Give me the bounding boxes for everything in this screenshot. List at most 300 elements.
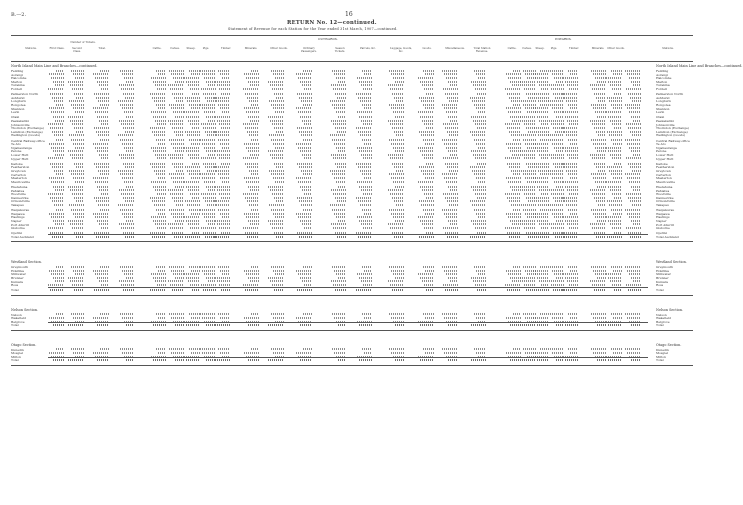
table-cell <box>362 173 372 175</box>
row-station-label: Gisborne <box>656 226 670 231</box>
table-cell <box>219 227 230 229</box>
table-cell <box>395 324 404 326</box>
table-cell <box>564 200 578 202</box>
table-cell <box>533 143 549 145</box>
table-cell <box>564 131 578 133</box>
table-cell <box>550 209 564 211</box>
table-cell <box>271 266 284 268</box>
table-cell <box>168 154 184 156</box>
table-cell <box>248 81 259 83</box>
table-cell <box>513 348 521 350</box>
table-cell <box>270 84 284 86</box>
table-cell <box>536 200 549 202</box>
table-cell <box>473 120 486 122</box>
table-cell <box>93 143 109 145</box>
table-cell <box>336 147 346 149</box>
table-cell <box>124 216 134 218</box>
table-cell <box>219 284 230 286</box>
table-cell <box>388 280 404 282</box>
table-cell <box>275 216 284 218</box>
table-cell <box>392 197 404 199</box>
table-cell <box>422 154 434 156</box>
table-cell <box>334 352 346 354</box>
table-cell <box>169 348 184 350</box>
table-cell <box>361 154 372 156</box>
table-cell <box>268 220 284 222</box>
table-cell <box>522 189 536 191</box>
table-cell <box>173 111 184 113</box>
table-cell <box>540 70 549 72</box>
table-cell <box>73 177 84 179</box>
table-cell <box>269 100 284 102</box>
row-station-label: Upper Hutt <box>11 156 29 161</box>
table-cell <box>389 209 404 211</box>
table-cell <box>268 277 284 279</box>
table-cell <box>249 204 259 206</box>
table-cell <box>512 84 521 86</box>
table-cell <box>528 236 536 238</box>
table-cell <box>243 123 259 125</box>
table-cell <box>592 227 606 229</box>
row-station-label: Opotiki <box>11 231 23 236</box>
table-cell <box>73 107 84 109</box>
table-cell <box>101 123 109 125</box>
table-cell <box>334 143 346 145</box>
table-cell <box>214 131 230 133</box>
table-cell <box>250 120 259 122</box>
table-cell <box>218 266 230 268</box>
table-cell <box>393 111 404 113</box>
table-cell <box>478 77 486 79</box>
table-cell <box>184 111 200 113</box>
table-cell <box>556 81 564 83</box>
table-cell <box>395 150 404 152</box>
table-cell <box>420 81 434 83</box>
table-cell <box>594 197 606 199</box>
row-station-label: Shannon <box>656 106 670 111</box>
table-cell <box>569 284 578 286</box>
table-cell <box>243 284 259 286</box>
table-cell <box>523 70 536 72</box>
row-station-label: Central Railway-office <box>11 138 45 143</box>
row-station-label: Hastings <box>656 215 670 220</box>
table-cell <box>296 317 312 319</box>
table-cell <box>217 223 230 225</box>
table-cell <box>360 204 372 206</box>
row-station-label: Shannon <box>11 106 25 111</box>
row-station-label: Total Auckland <box>656 235 679 239</box>
table-cell <box>75 147 84 149</box>
table-cell <box>155 120 166 122</box>
table-cell <box>54 170 64 172</box>
column-header-pigs: Pigs. <box>550 47 558 50</box>
table-cell <box>539 154 549 156</box>
table-cell <box>611 313 622 315</box>
table-cell <box>421 100 434 102</box>
table-cell <box>249 100 259 102</box>
table-cell <box>540 348 549 350</box>
table-cell <box>363 123 372 125</box>
table-cell <box>445 127 458 129</box>
table-cell <box>200 139 216 141</box>
table-cell <box>71 313 84 315</box>
table-cell <box>534 197 549 199</box>
table-cell <box>189 348 200 350</box>
table-cell <box>509 166 521 168</box>
table-cell <box>444 107 458 109</box>
table-cell <box>122 352 134 354</box>
row-station-label: Ashhurst <box>656 95 670 100</box>
table-cell <box>207 170 216 172</box>
table-cell <box>176 100 184 102</box>
table-cell <box>303 70 312 72</box>
table-cell <box>71 70 84 72</box>
row-station-label: Kumara <box>11 279 23 284</box>
table-cell <box>70 84 84 86</box>
column-header-parcels: Parcels, &c. <box>360 47 376 50</box>
table-cell <box>448 277 458 279</box>
table-cell <box>562 163 578 165</box>
table-cell <box>188 154 200 156</box>
table-cell <box>100 209 109 211</box>
table-cell <box>191 177 200 179</box>
table-cell <box>50 197 64 199</box>
row-station-label: Brunner <box>656 276 669 280</box>
table-cell <box>247 200 259 202</box>
table-cell <box>151 181 166 183</box>
row-station-label: Rongotea <box>11 103 26 107</box>
table-cell <box>123 197 134 199</box>
table-cell <box>512 280 521 282</box>
table-cell <box>190 123 200 125</box>
table-cell <box>189 139 200 141</box>
table-cell <box>303 173 312 175</box>
table-cell <box>359 220 372 222</box>
table-cell <box>99 223 109 225</box>
table-cell <box>607 200 622 202</box>
table-cell <box>534 163 549 165</box>
table-cell <box>74 197 84 199</box>
table-cell <box>53 81 64 83</box>
table-cell <box>48 193 64 195</box>
table-cell <box>219 88 230 90</box>
table-cell <box>565 220 578 222</box>
table-cell <box>564 236 578 238</box>
table-cell <box>362 266 372 268</box>
table-cell <box>121 227 134 229</box>
table-cell <box>94 127 109 129</box>
table-cell <box>391 143 404 145</box>
table-cell <box>570 143 578 145</box>
table-cell <box>121 284 134 286</box>
table-cell <box>548 134 564 136</box>
table-cell <box>541 284 549 286</box>
table-cell <box>555 200 564 202</box>
table-cell <box>389 104 404 106</box>
table-cell <box>51 216 64 218</box>
table-cell <box>566 100 578 102</box>
table-cell <box>570 213 578 215</box>
table-cell <box>222 111 230 113</box>
table-cell <box>507 197 521 199</box>
table-cell <box>200 104 216 106</box>
table-cell <box>73 352 84 354</box>
table-cell <box>273 143 284 145</box>
table-cell <box>528 200 536 202</box>
table-cell <box>630 97 641 99</box>
table-cell <box>101 227 109 229</box>
table-cell <box>170 88 184 90</box>
row-station-label: Fordell <box>656 87 667 91</box>
table-cell <box>391 177 404 179</box>
table-cell <box>606 181 622 183</box>
table-cell <box>301 170 312 172</box>
table-cell <box>304 88 312 90</box>
table-cell <box>214 200 230 202</box>
table-cell <box>472 170 486 172</box>
table-cell <box>391 73 404 75</box>
table-cell <box>442 313 458 315</box>
table-cell <box>549 154 564 156</box>
table-cell <box>275 77 284 79</box>
table-cell <box>271 313 284 315</box>
table-cell <box>200 266 216 268</box>
table-cell <box>334 213 346 215</box>
table-cell <box>121 123 134 125</box>
table-cell <box>192 127 200 129</box>
column-header-cattle: Cattle. <box>152 47 162 50</box>
table-cell <box>299 131 312 133</box>
table-cell <box>168 84 184 86</box>
table-cell <box>98 204 109 206</box>
table-cell <box>612 123 622 125</box>
table-cell <box>273 317 284 319</box>
table-cell <box>528 97 536 99</box>
row-station-label: Kaitoke <box>11 161 23 166</box>
table-cell <box>625 313 641 315</box>
table-cell <box>609 100 622 102</box>
table-cell <box>187 204 200 206</box>
table-cell <box>71 348 84 350</box>
table-cell <box>121 157 134 159</box>
table-cell <box>520 81 536 83</box>
column-header-cattle: Cattle. <box>507 47 517 50</box>
table-cell <box>73 73 84 75</box>
table-cell <box>245 127 259 129</box>
table-cell <box>474 313 486 315</box>
table-cell <box>613 73 622 75</box>
table-cell <box>51 181 64 183</box>
table-cell <box>96 166 109 168</box>
table-cell <box>593 177 606 179</box>
row-station-label: Mauriceville <box>11 179 30 184</box>
table-cell <box>425 352 434 354</box>
table-cell <box>388 120 404 122</box>
table-cell <box>444 73 458 75</box>
table-cell <box>72 157 84 159</box>
table-cell <box>120 266 134 268</box>
table-cell <box>202 213 216 215</box>
table-cell <box>56 209 64 211</box>
table-cell <box>274 93 284 95</box>
table-cell <box>52 236 64 238</box>
table-cell <box>356 197 372 199</box>
left-code: B.—2. <box>11 12 27 18</box>
table-cell <box>472 204 486 206</box>
table-cell <box>53 116 64 118</box>
column-header-minerals: Minerals. <box>591 47 605 50</box>
table-cell <box>475 284 486 286</box>
table-cell <box>565 116 578 118</box>
table-cell <box>565 359 578 361</box>
table-cell <box>470 131 486 133</box>
table-cell <box>477 93 486 95</box>
table-cell <box>201 157 216 159</box>
table-cell <box>184 77 200 79</box>
table-cell <box>190 193 200 195</box>
table-cell <box>443 123 458 125</box>
table-cell <box>568 139 578 141</box>
table-cell <box>299 97 312 99</box>
row-station-label: Levin <box>11 110 20 115</box>
table-cell <box>184 147 200 149</box>
table-cell <box>477 163 486 165</box>
table-cell <box>520 116 536 118</box>
table-cell <box>629 181 641 183</box>
page-title: RETURN No. 12—continued. <box>287 20 377 26</box>
table-cell <box>248 359 259 361</box>
row-station-label: Ngahauranga <box>656 145 677 150</box>
table-cell <box>556 220 564 222</box>
table-cell <box>331 280 346 282</box>
table-cell <box>298 77 312 79</box>
table-cell <box>508 273 521 275</box>
table-cell <box>389 139 404 141</box>
table-cell <box>99 280 109 282</box>
table-cell <box>94 197 109 199</box>
table-cell <box>592 157 606 159</box>
table-cell <box>251 104 259 106</box>
table-cell <box>331 189 346 191</box>
table-cell <box>173 77 184 79</box>
table-cell <box>186 277 200 279</box>
table-cell <box>156 313 166 315</box>
table-cell <box>158 107 166 109</box>
table-cell <box>96 200 109 202</box>
table-cell <box>298 181 312 183</box>
table-cell <box>48 157 64 159</box>
table-cell <box>361 189 372 191</box>
table-cell <box>49 352 64 354</box>
table-cell <box>271 173 284 175</box>
table-cell <box>214 236 230 238</box>
table-cell <box>94 163 109 165</box>
table-cell <box>202 143 216 145</box>
table-cell <box>337 97 346 99</box>
table-cell <box>536 236 549 238</box>
table-cell <box>596 166 606 168</box>
table-cell <box>568 209 578 211</box>
table-cell <box>596 200 606 202</box>
table-cell <box>570 177 578 179</box>
table-cell <box>203 93 216 95</box>
table-cell <box>593 213 606 215</box>
table-cell <box>609 134 622 136</box>
table-cell <box>155 189 166 191</box>
table-cell <box>268 359 284 361</box>
table-cell <box>204 181 216 183</box>
table-cell <box>187 100 200 102</box>
table-cell <box>471 277 486 279</box>
column-header-luggage: Luggage, Goods, &c. <box>389 47 413 54</box>
section-heading: Otago Section. <box>11 342 37 347</box>
table-cell <box>245 163 259 165</box>
table-cell <box>217 280 230 282</box>
table-cell <box>473 280 486 282</box>
table-cell <box>473 154 486 156</box>
table-cell <box>420 324 434 326</box>
table-cell <box>95 77 109 79</box>
table-cell <box>614 127 622 129</box>
table-cell <box>245 289 259 291</box>
table-cell <box>443 227 458 229</box>
table-cell <box>51 147 64 149</box>
table-cell <box>50 163 64 165</box>
table-cell <box>594 163 606 165</box>
table-cell <box>562 127 578 129</box>
table-cell <box>276 200 284 202</box>
row-station-label: Levin <box>656 110 665 115</box>
row-station-label: Ross <box>656 283 664 288</box>
table-cell <box>473 223 486 225</box>
table-cell <box>552 143 564 145</box>
table-cell <box>243 193 259 195</box>
table-cell <box>276 131 284 133</box>
table-cell <box>95 111 109 113</box>
table-cell <box>124 147 134 149</box>
table-cell <box>591 70 606 72</box>
table-cell <box>122 317 134 319</box>
section-rule <box>11 365 693 366</box>
table-cell <box>507 163 521 165</box>
table-cell <box>625 266 641 268</box>
table-cell <box>477 127 486 129</box>
table-cell <box>93 73 109 75</box>
table-cell <box>189 173 200 175</box>
table-cell <box>471 186 486 188</box>
table-cell <box>192 163 200 165</box>
table-cell <box>476 143 486 145</box>
table-cell <box>606 273 622 275</box>
table-cell <box>100 348 109 350</box>
table-cell <box>448 116 458 118</box>
table-cell <box>169 173 184 175</box>
table-cell <box>123 163 134 165</box>
table-cell <box>189 104 200 106</box>
table-cell <box>508 181 521 183</box>
table-cell <box>549 280 564 282</box>
table-cell <box>508 216 521 218</box>
table-cell <box>541 157 549 159</box>
table-cell <box>76 200 84 202</box>
table-cell <box>633 280 641 282</box>
table-cell <box>220 143 230 145</box>
table-cell <box>418 147 434 149</box>
table-cell <box>100 70 109 72</box>
table-cell <box>627 143 641 145</box>
table-cell <box>521 100 536 102</box>
row-station-label: Woodville <box>11 192 26 197</box>
